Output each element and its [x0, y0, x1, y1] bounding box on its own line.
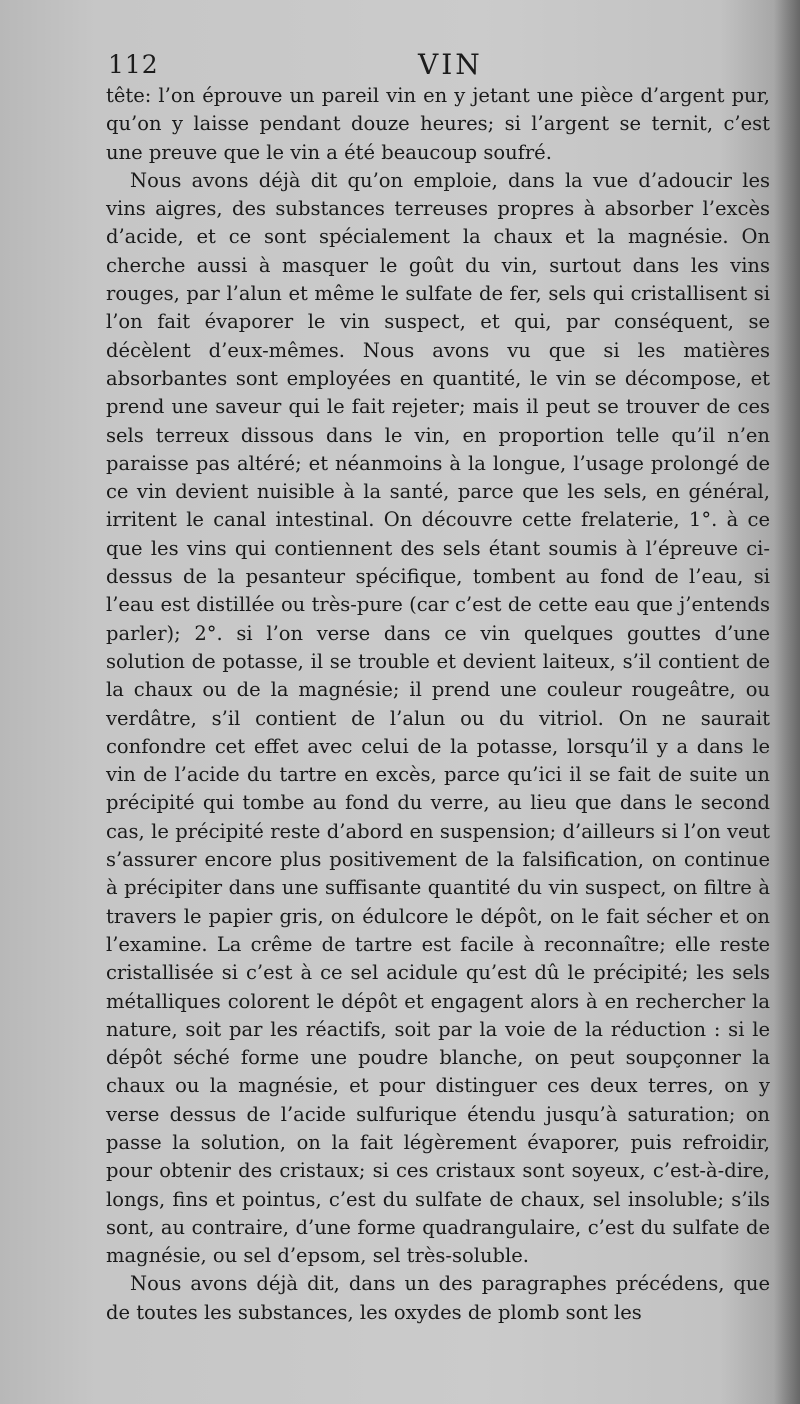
page-header — [106, 48, 770, 84]
spine-shadow — [774, 0, 800, 1404]
page-number: 112 — [108, 50, 159, 79]
paragraph-continuation: tête: l’on éprouve un pareil vin en y jetant une pièce d’argent pur, qu’on y laisse pendant douze heures; si l’argent se ternit, c’est une preuve que le vin a été beaucoup soufré. — [106, 84, 770, 164]
paragraph-lead-oxides: Nous avons déjà dit, dans un des paragraphes précédens, que de toutes les substances, les oxydes de plomb sont les — [106, 1272, 770, 1324]
running-title: VIN — [418, 48, 483, 81]
paragraph-adulteration-tests: Nous avons déjà dit qu’on emploie, dans la vue d’adoucir les vins aigres, des substances terreuses propres à absorber l’excès d’acide, et ce sont spécialement la chaux et la magnésie. On cherche aussi à masquer le goût du vin, surtout dans les vins rouges, par l’alun et même le sulfate de fer, sels qui cristallisent si l’on fait évaporer le vin suspect, et qui, par conséquent, se décèlent d’eux-mêmes. Nous avons vu que si les matières absorbantes sont employées en quantité, le vin se décompose, et prend une saveur qui le fait rejeter; mais il peut se trouver de ces sels terreux dissous dans le vin, en proportion telle qu’il n’en paraisse pas altéré; et néanmoins à la longue, l’usage prolongé de ce vin devient nuisible à la santé, parce que les sels, en général, irritent le canal intestinal. On découvre cette frelaterie, 1°. à ce que les vins qui contiennent des sels étant soumis à l’épreuve ci-dessus de la pesanteur spécifique, tombent au fond de l’eau, si l’eau est distillée ou très-pure (car c’est de cette eau que j’entends parler); 2°. si l’on verse dans ce vin quelques gouttes d’une solution de potasse, il se trouble et devient laiteux, s’il contient de la chaux ou de la magnésie; il prend une couleur rougeâtre, ou verdâtre, s’il contient de l’alun ou du vitriol. On ne saurait confondre cet effet avec celui de la potasse, lorsqu’il y a dans le vin de l’acide du tartre en excès, parce qu’ici il se fait de suite un précipité qui tombe au fond du verre, au lieu que dans le second cas, le précipité reste d’abord en suspension; d’ailleurs si l’on veut s’assurer encore plus positivement de la falsification, on continue à précipiter dans une suffisante quantité du vin suspect, on filtre à travers le papier gris, on édulcore le dépôt, on le fait sécher et on l’examine. La crême de tartre est facile à reconnaître; elle reste cristallisée si c’est à ce sel acidule qu’est dû le précipité; les sels métalliques colorent le dépôt et engagent alors à en rechercher la nature, soit par les réactifs, soit par la voie de la réduction : si le dépôt séché forme une poudre blanche, on peut soupçonner la chaux ou la magnésie, et pour distinguer ces deux terres, on y verse dessus de l’acide sulfurique étendu jusqu’à saturation; on passe la solution, on la fait légèrement évaporer, puis refroidir, pour obtenir des cristaux; si ces cristaux sont soyeux, c’est-à-dire, longs, fins et pointus, c’est du sulfate de chaux, sel insoluble; s’ils sont, au contraire, d’une forme quadrangulaire, c’est du sulfate de magnésie, ou sel d’epsom, sel très-soluble. — [106, 168, 770, 1268]
body-text — [106, 82, 770, 1327]
